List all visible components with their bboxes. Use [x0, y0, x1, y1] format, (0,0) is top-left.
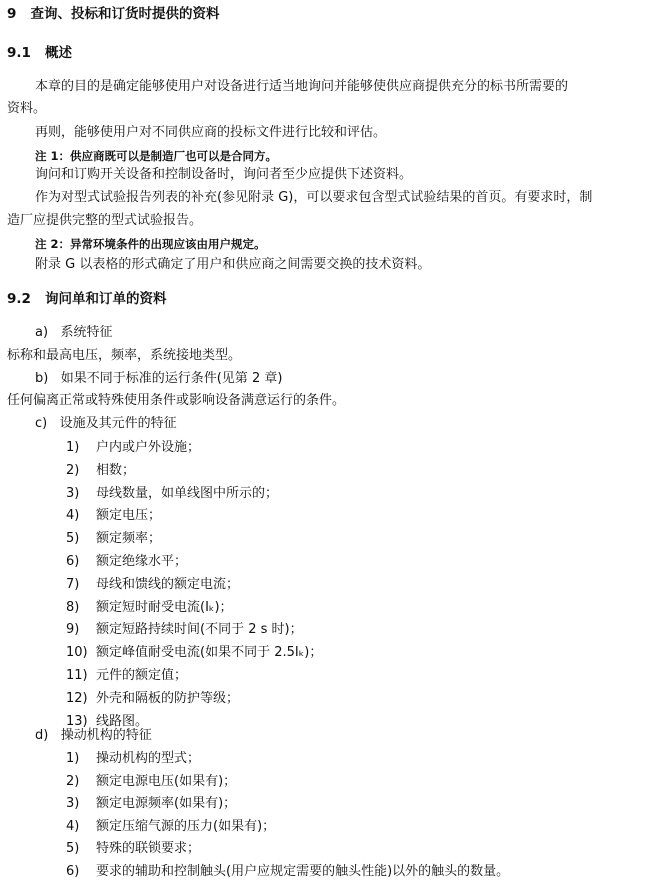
list-item-number: 9)	[66, 622, 80, 638]
numbered-list-item	[66, 462, 135, 479]
section-heading	[7, 6, 220, 23]
item-label: c)	[35, 416, 48, 431]
numbered-list-item	[66, 773, 236, 790]
item-a-heading	[35, 324, 112, 341]
paragraph-purpose-cont: 资料。	[7, 101, 47, 116]
numbered-list-item	[66, 530, 161, 547]
note-1: 注 1：供应商既可以是制造厂也可以是合同方。	[35, 149, 278, 163]
paragraph-annex-g: 附录 G 以表格的形式确定了用户和供应商之间需要交换的技术资料。	[35, 257, 431, 272]
list-item-text: 操动机构的型式；	[96, 751, 201, 766]
subsection-heading-9-1	[7, 45, 72, 62]
paragraph-inquiry: 询问和订购开关设备和控制设备时，询问者至少应提供下述资料。	[35, 167, 413, 182]
item-d-heading	[35, 727, 152, 744]
list-item-number: 6)	[66, 864, 80, 879]
list-item-number: 12)	[66, 690, 88, 706]
item-title: 如果不同于标准的运行条件(见第 2 章)	[60, 371, 283, 386]
numbered-list-item	[66, 599, 233, 616]
list-item-text: 母线和馈线的额定电流；	[96, 576, 240, 592]
numbered-list-item	[66, 667, 187, 684]
list-item-number: 8)	[66, 599, 80, 615]
paragraph-type-test-cont: 造厂应提供完整的型式试验报告。	[7, 213, 203, 228]
list-item-text: 线路图。	[96, 713, 149, 729]
subsection-title: 询问单和订单的资料	[45, 291, 167, 307]
paragraph-purpose: 本章的目的是确定能够使用户对设备进行适当地询问并能够使供应商提供充分的标书所需要的	[35, 79, 569, 94]
numbered-list-item	[66, 795, 236, 812]
numbered-list-item	[66, 840, 200, 857]
list-item-text: 外壳和隔板的防护等级；	[96, 690, 240, 706]
item-label: a)	[35, 325, 49, 340]
list-item-text: 母线数量，如单线图中所示的；	[96, 485, 279, 501]
list-item-text: 额定电压；	[96, 508, 162, 524]
numbered-list-item	[66, 863, 509, 880]
numbered-list-item	[66, 818, 275, 835]
numbered-list-item	[66, 576, 239, 593]
list-item-number: 5)	[66, 841, 80, 857]
list-item-text: 额定短路持续时间(不同于 2 s 时)；	[96, 622, 303, 638]
list-item-text: 元件的额定值；	[96, 668, 188, 683]
list-item-text: 额定电源电压(如果有)；	[96, 773, 237, 789]
list-item-text: 要求的辅助和控制触头(用户应规定需要的触头性能)以外的触头的数量。	[96, 864, 510, 879]
list-item-number: 2)	[66, 462, 80, 478]
numbered-list-item	[66, 621, 303, 638]
item-label: b)	[35, 371, 49, 386]
section-title: 查询、投标和订货时提供的资料	[30, 6, 220, 22]
list-item-text: 额定峰值耐受电流(如果不同于 2.5Iₖ)；	[96, 645, 323, 661]
item-label: d)	[35, 728, 49, 743]
section-number: 9	[7, 6, 17, 22]
subsection-heading-9-2	[7, 291, 167, 308]
list-item-text: 额定短时耐受电流(Iₖ)；	[96, 599, 233, 615]
item-title: 设施及其元件的特征	[59, 416, 177, 431]
subsection-number: 9.2	[7, 291, 31, 307]
list-item-number: 4)	[66, 818, 80, 834]
numbered-list-item	[66, 553, 187, 570]
item-b-heading	[35, 370, 282, 387]
subsection-title: 概述	[45, 45, 73, 61]
numbered-list-item	[66, 750, 200, 767]
numbered-list-item	[66, 507, 161, 524]
list-item-number: 5)	[66, 531, 80, 547]
list-item-text: 额定绝缘水平；	[96, 554, 188, 569]
item-title: 系统特征	[60, 325, 113, 340]
list-item-number: 1)	[66, 751, 80, 766]
list-item-number: 4)	[66, 508, 80, 524]
list-item-number: 13)	[66, 713, 88, 729]
item-title: 操动机构的特征	[60, 728, 152, 743]
list-item-number: 2)	[66, 773, 80, 789]
list-item-number: 10)	[66, 645, 88, 661]
list-item-text: 额定频率；	[96, 531, 162, 547]
item-a-text: 标称和最高电压，频率，系统接地类型。	[7, 348, 242, 363]
list-item-text: 额定压缩气源的压力(如果有)；	[96, 818, 276, 834]
paragraph-type-test: 作为对型式试验报告列表的补充(参见附录 G)，可以要求包含型式试验结果的首页。有要求时，制	[35, 190, 593, 205]
numbered-list-item	[66, 644, 322, 661]
list-item-number: 3)	[66, 796, 80, 812]
paragraph-compare: 再则，能够使用户对不同供应商的投标文件进行比较和评估。	[35, 125, 387, 140]
list-item-text: 额定电源频率(如果有)；	[96, 796, 237, 812]
numbered-list-item	[66, 439, 200, 456]
list-item-text: 户内或户外设施；	[96, 440, 201, 455]
list-item-text: 相数；	[96, 462, 136, 478]
item-b-text: 任何偏离正常或特殊使用条件或影响设备满意运行的条件。	[7, 393, 346, 408]
numbered-list-item	[66, 485, 278, 502]
list-item-number: 1)	[66, 440, 80, 455]
list-item-number: 3)	[66, 485, 80, 501]
list-item-text: 特殊的联锁要求；	[96, 841, 201, 857]
list-item-number: 6)	[66, 554, 80, 569]
numbered-list-item	[66, 690, 239, 707]
list-item-number: 11)	[66, 668, 88, 683]
note-2: 注 2：异常环境条件的出现应该由用户规定。	[35, 237, 266, 251]
item-c-heading	[35, 415, 177, 432]
subsection-number: 9.1	[7, 45, 31, 61]
list-item-number: 7)	[66, 576, 80, 592]
